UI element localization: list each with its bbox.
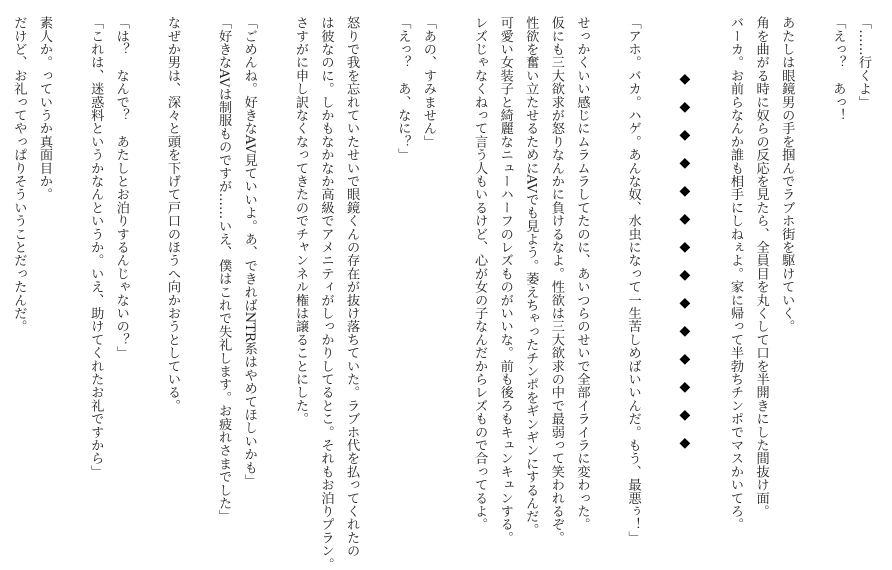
text-line: は彼なのに。しかもなかなか高級でアメニティがしっかりしてるとこ。それもお泊りプラン。	[318, 16, 334, 570]
text-line: 「これは、迷惑料というかなんというか。いえ、助けてくれたお礼ですから」	[88, 16, 104, 478]
text-line: 仮にも三大欲求が怒りなんかに負けるなよ。性欲は三大欲求の中で最弱って笑われるぞ。	[548, 16, 564, 544]
blank-line	[364, 16, 390, 558]
blank-line	[799, 16, 825, 558]
blank-line	[57, 16, 83, 558]
text-line: 「えっ？ あっ！	[830, 16, 846, 122]
text-line: 性欲を奮い立たせるためにAVでも見よう。萎えちゃったチンポをギンギンにするんだ。	[523, 16, 539, 536]
blank-line	[262, 16, 288, 558]
text-line: レズじゃなくねって言う人もいるけど、心が女の子なんだからレズもので合ってるよ。	[472, 16, 488, 531]
text-line: 素人か。っていうか真面目か。	[37, 16, 52, 201]
blank-line	[646, 16, 672, 558]
blank-line	[185, 16, 211, 558]
blank-line	[697, 16, 723, 558]
text-line: 「は？ なんで？ あたしとお泊りするんじゃないの？」	[113, 16, 129, 360]
blank-line	[134, 16, 160, 558]
diamond-separator: ◆◆◆◆◆◆◆◆◆◆◆◆◆◆	[676, 71, 693, 463]
text-line: せっかくいい感じにムラムラしてたのに、あいつらのせいで全部イライラに変わった。	[574, 16, 590, 531]
text-line: バーカ。お前らなんか誰も相手にしねぇよ。家に帰って半勃ちチンポでマスかいてろ。	[728, 16, 744, 531]
text-line: 「ごめんね。好きなAV見ていいよ。あ、できればNTR系はやめてほしいかも」	[241, 16, 257, 488]
text-line: 「好きなAVは制服ものですが……いえ、僕はこれで失礼します。お疲れさまでした」	[216, 16, 232, 523]
blank-line	[594, 16, 620, 558]
text-line: さすがに申し訳なくなってきたのでチャンネル権は譲ることにした。	[292, 16, 308, 426]
text-line: 「アホ。バカ。ハゲ。あんな奴、水虫になって一生苦しめばいいんだ。もう、最悪ぅ！」	[625, 16, 641, 544]
text-line: なぜか男は、深々と頭を下げて戸口のほうへ向かおうとしている。	[164, 16, 180, 412]
text-line: あたしは眼鏡男の手を掴んでラブホ街を駆けていく。	[779, 16, 795, 333]
text-line: 怒りで我を忘れていたせいで眼鏡くんの存在が抜け落ちていた。ラブホ代を払ってくれたの	[344, 16, 360, 558]
text-line: 「えっ？ あ、なに？」	[395, 16, 411, 162]
text-line: 「あの、すみません」	[420, 16, 436, 148]
text-line: 「……行くよ」	[856, 16, 871, 109]
blank-line	[441, 16, 467, 558]
text-line: 角を曲がる時に奴らの反応を見たら、全員目を丸くして口を半開きにした間抜け面。	[753, 16, 769, 518]
text-line: だけど、お礼ってやっぱりそういうことだったんだ。	[11, 16, 27, 333]
text-line: 可愛い女装子と綺麗なニューハーフのレズものがいいな。前も後ろもキュンキュンする。	[497, 16, 513, 544]
